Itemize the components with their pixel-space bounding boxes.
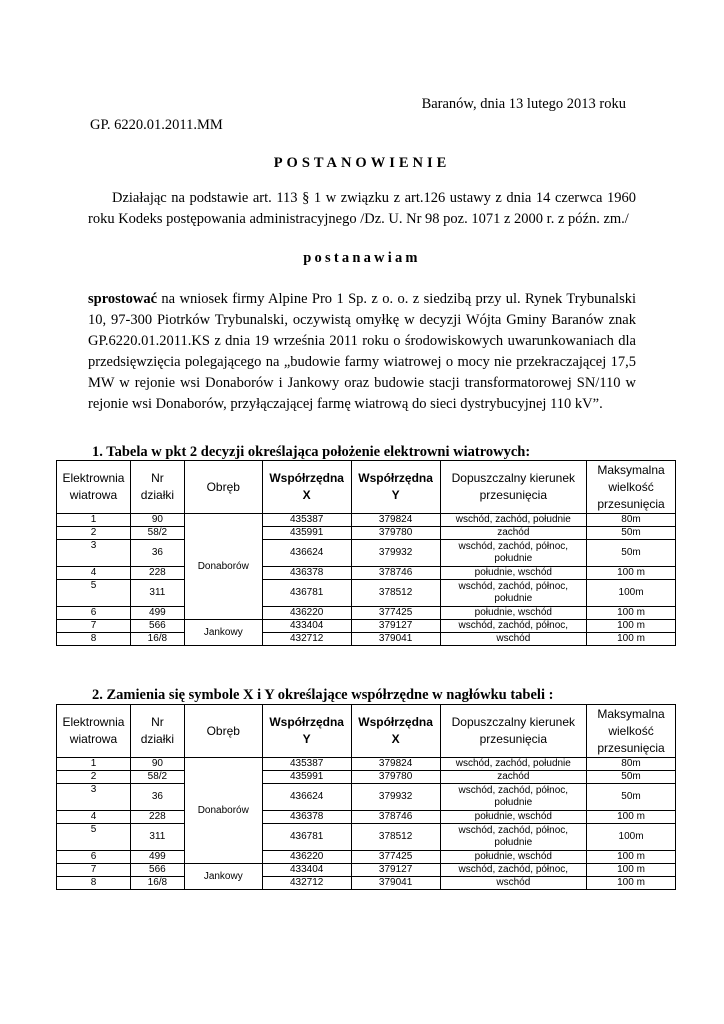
cell-nr: 3 [57, 540, 131, 567]
table-row [57, 758, 676, 771]
reference-number: GP. 6220.01.2011.MM [90, 117, 223, 133]
table-row [57, 620, 676, 633]
cell-kierunek: wschód [440, 633, 587, 646]
cell-wielkosc: 80m [587, 758, 676, 771]
cell-wielkosc: 100 m [587, 620, 676, 633]
cell-coord: 436781 [262, 580, 351, 607]
table-header-row [57, 705, 676, 758]
table-header-row [57, 461, 676, 514]
cell-dzialka: 566 [130, 620, 184, 633]
cell-obreb: Jankowy [184, 864, 262, 890]
cell-coord: 379780 [351, 527, 440, 540]
cell-nr: 2 [57, 527, 131, 540]
cell-coord: 436220 [262, 851, 351, 864]
cell-kierunek: wschód, zachód, północ, [440, 620, 587, 633]
col-header: Współrzędna Y [351, 461, 440, 514]
cell-obreb: Donaborów [184, 514, 262, 620]
table-row [57, 540, 676, 567]
cell-wielkosc: 100 m [587, 864, 676, 877]
col-header: Współrzędna X [262, 461, 351, 514]
cell-coord: 433404 [262, 620, 351, 633]
cell-dzialka: 566 [130, 864, 184, 877]
cell-coord: 432712 [262, 633, 351, 646]
cell-coord: 436220 [262, 607, 351, 620]
cell-wielkosc: 100 m [587, 567, 676, 580]
legal-basis-text: Działając na podstawie art. 113 § 1 w związku z art.126 ustawy z dnia 14 czerwca 1960 roku Kodeks postępowania administracyjnego /Dz. U. Nr 98 poz. 1071 z 2000 r. z późn. zm./ [88, 190, 636, 227]
cell-dzialka: 58/2 [130, 771, 184, 784]
cell-kierunek: wschód, zachód, północ, południe [440, 580, 587, 607]
cell-kierunek: wschód, zachód, północ, południe [440, 540, 587, 567]
cell-wielkosc: 50m [587, 540, 676, 567]
decision-text: na wniosek firmy Alpine Pro 1 Sp. z o. o. z siedzibą przy ul. Rynek Trybunalski 10, 97-300 Piotrków Trybunalski, oczywistą omyłkę w decyzji Wójta Gminy Baranów znak GP.6220.01.2011.KS z dnia 19 września 2011 roku o środowiskowych uwarunkowaniach dla przedsięwzięcia polegającego na „budowie farmy wiatrowej o mocy nie przekraczającej 17,5 MW w rejonie wsi Donaborów i Jankowy oraz budowie stacji transformatorowej SN/110 w rejonie wsi Donaborów, przyłączającej farmę wiatrową do sieci dystrybucyjnej 110 kV”. [88, 291, 636, 412]
cell-dzialka: 36 [130, 784, 184, 811]
table-row [57, 580, 676, 607]
cell-kierunek: południe, wschód [440, 851, 587, 864]
cell-nr: 3 [57, 784, 131, 811]
cell-coord: 377425 [351, 607, 440, 620]
cell-kierunek: wschód, zachód, południe [440, 758, 587, 771]
cell-coord: 436781 [262, 824, 351, 851]
cell-wielkosc: 100 m [587, 877, 676, 890]
col-header: Dopuszczalny kierunek przesunięcia [440, 461, 587, 514]
document-date: Baranów, dnia 13 lutego 2013 roku [421, 96, 626, 112]
section1-heading: 1. Tabela w pkt 2 decyzji określająca położenie elektrowni wiatrowych: [92, 444, 531, 460]
table-row [57, 633, 676, 646]
legal-basis-paragraph [88, 188, 636, 230]
cell-coord: 435991 [262, 527, 351, 540]
decision-lead: sprostować [88, 291, 158, 307]
cell-dzialka: 228 [130, 811, 184, 824]
section2-heading: 2. Zamienia się symbole X i Y określające współrzędne w nagłówku tabeli : [92, 687, 554, 703]
col-header: Dopuszczalny kierunek przesunięcia [440, 705, 587, 758]
col-header: Obręb [184, 705, 262, 758]
cell-coord: 378746 [351, 567, 440, 580]
cell-wielkosc: 80m [587, 514, 676, 527]
turbine-table-original [56, 460, 676, 646]
cell-kierunek: wschód, zachód, południe [440, 514, 587, 527]
cell-dzialka: 90 [130, 758, 184, 771]
table-row [57, 877, 676, 890]
cell-coord: 379041 [351, 877, 440, 890]
cell-wielkosc: 100m [587, 824, 676, 851]
cell-kierunek: wschód, zachód, północ, południe [440, 784, 587, 811]
cell-coord: 379932 [351, 540, 440, 567]
cell-nr: 7 [57, 864, 131, 877]
cell-coord: 379932 [351, 784, 440, 811]
cell-wielkosc: 50m [587, 527, 676, 540]
col-header: Maksymalna wielkość przesunięcia [587, 461, 676, 514]
cell-kierunek: zachód [440, 771, 587, 784]
cell-wielkosc: 100 m [587, 811, 676, 824]
cell-nr: 8 [57, 877, 131, 890]
cell-wielkosc: 100 m [587, 607, 676, 620]
cell-coord: 379824 [351, 514, 440, 527]
cell-nr: 4 [57, 811, 131, 824]
cell-nr: 8 [57, 633, 131, 646]
decree-word: postanawiam [303, 250, 421, 266]
cell-kierunek: południe, wschód [440, 567, 587, 580]
cell-kierunek: wschód [440, 877, 587, 890]
cell-coord: 436624 [262, 784, 351, 811]
cell-dzialka: 36 [130, 540, 184, 567]
col-header: Obręb [184, 461, 262, 514]
cell-nr: 2 [57, 771, 131, 784]
cell-nr: 5 [57, 824, 131, 851]
cell-coord: 378512 [351, 824, 440, 851]
cell-coord: 436378 [262, 811, 351, 824]
cell-coord: 436624 [262, 540, 351, 567]
col-header: Elektrownia wiatrowa [57, 461, 131, 514]
col-header: Elektrownia wiatrowa [57, 705, 131, 758]
table-row [57, 784, 676, 811]
cell-kierunek: wschód, zachód, północ, południe [440, 824, 587, 851]
col-header: Maksymalna wielkość przesunięcia [587, 705, 676, 758]
cell-coord: 379780 [351, 771, 440, 784]
col-header: Nr działki [130, 705, 184, 758]
table-row [57, 771, 676, 784]
cell-dzialka: 228 [130, 567, 184, 580]
cell-nr: 1 [57, 758, 131, 771]
col-header: Nr działki [130, 461, 184, 514]
cell-kierunek: wschód, zachód, północ, [440, 864, 587, 877]
cell-dzialka: 16/8 [130, 633, 184, 646]
col-header: Współrzędna X [351, 705, 440, 758]
cell-coord: 435387 [262, 514, 351, 527]
cell-coord: 435991 [262, 771, 351, 784]
cell-coord: 379127 [351, 620, 440, 633]
cell-nr: 5 [57, 580, 131, 607]
cell-kierunek: południe, wschód [440, 607, 587, 620]
cell-nr: 7 [57, 620, 131, 633]
table-row [57, 514, 676, 527]
cell-dzialka: 90 [130, 514, 184, 527]
cell-coord: 435387 [262, 758, 351, 771]
cell-wielkosc: 100 m [587, 851, 676, 864]
cell-wielkosc: 50m [587, 784, 676, 811]
cell-nr: 6 [57, 607, 131, 620]
cell-dzialka: 58/2 [130, 527, 184, 540]
cell-nr: 1 [57, 514, 131, 527]
cell-coord: 379824 [351, 758, 440, 771]
table-row [57, 607, 676, 620]
cell-kierunek: zachód [440, 527, 587, 540]
cell-coord: 433404 [262, 864, 351, 877]
turbine-table-corrected [56, 704, 676, 890]
cell-coord: 379041 [351, 633, 440, 646]
cell-coord: 378746 [351, 811, 440, 824]
cell-wielkosc: 100m [587, 580, 676, 607]
table-row [57, 851, 676, 864]
cell-obreb: Donaborów [184, 758, 262, 864]
decision-paragraph [88, 289, 636, 415]
cell-kierunek: południe, wschód [440, 811, 587, 824]
cell-dzialka: 499 [130, 607, 184, 620]
cell-coord: 432712 [262, 877, 351, 890]
cell-nr: 6 [57, 851, 131, 864]
table-row [57, 864, 676, 877]
cell-obreb: Jankowy [184, 620, 262, 646]
cell-dzialka: 16/8 [130, 877, 184, 890]
table-row [57, 811, 676, 824]
cell-dzialka: 311 [130, 580, 184, 607]
table-row [57, 527, 676, 540]
cell-wielkosc: 50m [587, 771, 676, 784]
cell-dzialka: 499 [130, 851, 184, 864]
cell-dzialka: 311 [130, 824, 184, 851]
table-row [57, 824, 676, 851]
col-header: Współrzędna Y [262, 705, 351, 758]
cell-coord: 379127 [351, 864, 440, 877]
cell-coord: 436378 [262, 567, 351, 580]
document-title: POSTANOWIENIE [273, 155, 451, 171]
cell-nr: 4 [57, 567, 131, 580]
cell-coord: 377425 [351, 851, 440, 864]
cell-wielkosc: 100 m [587, 633, 676, 646]
table-row [57, 567, 676, 580]
cell-coord: 378512 [351, 580, 440, 607]
